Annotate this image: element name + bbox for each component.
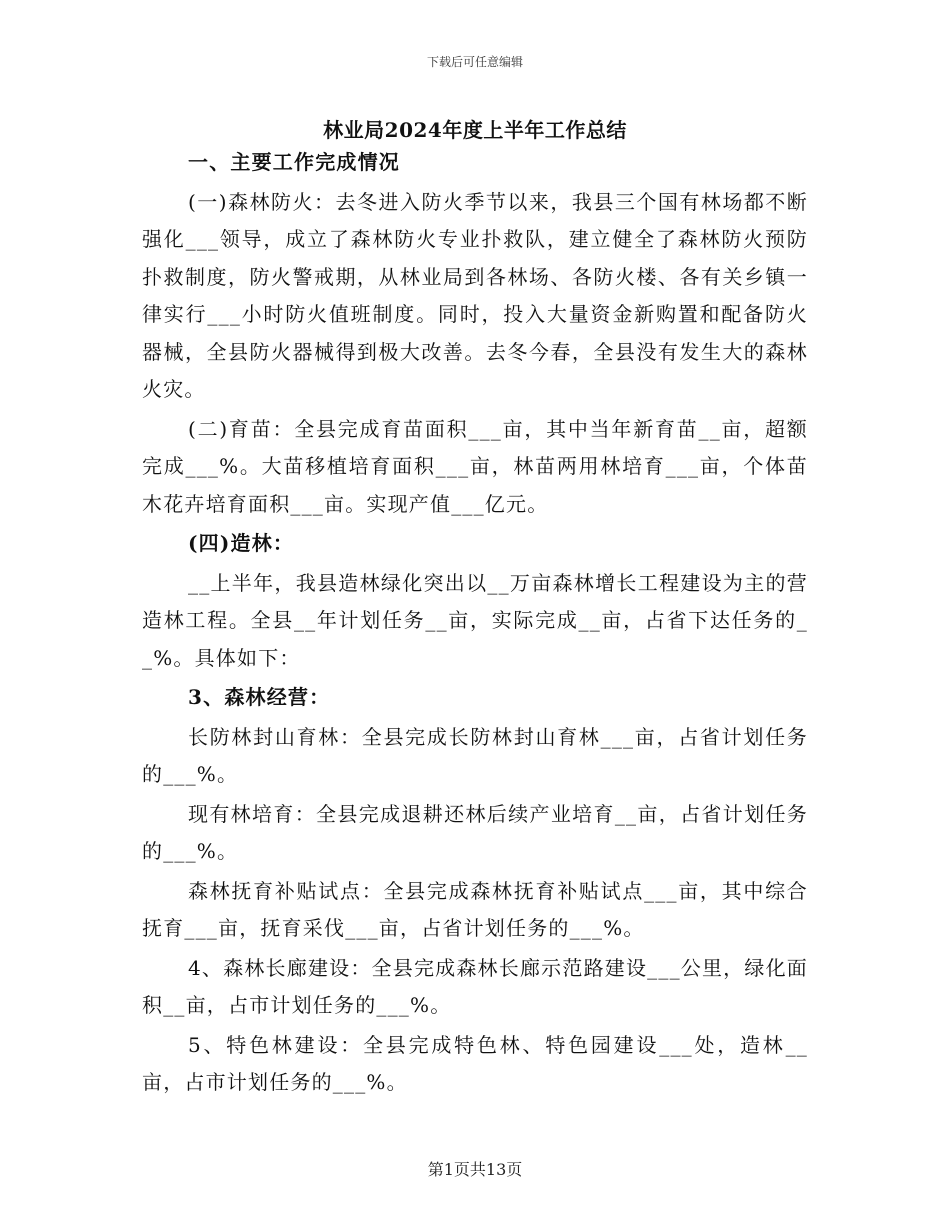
section-heading-afforestation: (四)造林： — [188, 531, 295, 555]
paragraph-seedlings: (二)育苗：全县完成育苗面积___亩，其中当年新育苗__亩，超额完成___%。大苗移植培育面积___亩，林苗两用林培育___亩，个体苗木花卉培育面积___亩。实现产值___亿元。 — [142, 416, 808, 516]
section-heading-forest-management: 3、森林经营： — [188, 685, 331, 709]
paragraph-forest-corridor: 4、森林长廊建设：全县完成森林长廊示范路建设___公里，绿化面积__亩，占市计划任务的___%。 — [142, 955, 808, 1017]
paragraph-existing-forest: 现有林培育：全县完成退耕还林后续产业培育__亩，占省计划任务的___%。 — [142, 801, 808, 863]
section-heading-main-work: 一、主要工作完成情况 — [188, 150, 400, 174]
paragraph-featured-forest: 5、特色林建设：全县完成特色林、特色园建设___处，造林__亩，占市计划任务的___%。 — [142, 1032, 808, 1094]
paragraph-fire-prevention: (一)森林防火：去冬进入防火季节以来，我县三个国有林场都不断强化___领导，成立了森林防火专业扑救队，建立健全了森林防火预防扑救制度，防火警戒期，从林业局到各林场、各防火楼、各有关乡镇一律实行___小时防火值班制度。同时，投入大量资金新购置和配备防火器械，全县防火器械得到极大改善。去冬今春，全县没有发生大的森林火灾。 — [142, 189, 808, 401]
paragraph-tending-subsidy: 森林抚育补贴试点：全县完成森林抚育补贴试点___亩，其中综合抚育___亩，抚育采伐___亩，占省计划任务的___%。 — [142, 878, 808, 940]
header-note: 下载后可任意编辑 — [426, 55, 523, 69]
paragraph-mountain-closure: 长防林封山育林：全县完成长防林封山育林___亩，占省计划任务的___%。 — [142, 724, 808, 786]
paragraph-afforestation: __上半年，我县造林绿化突出以__万亩森林增长工程建设为主的营造林工程。全县__年计划任务__亩，实际完成__亩，占省下达任务的__%。具体如下： — [142, 570, 808, 670]
page-number: 第1页共13页 — [427, 1160, 523, 1179]
document-body — [142, 144, 808, 1104]
document-title: 林业局2024年度上半年工作总结 — [323, 118, 627, 142]
